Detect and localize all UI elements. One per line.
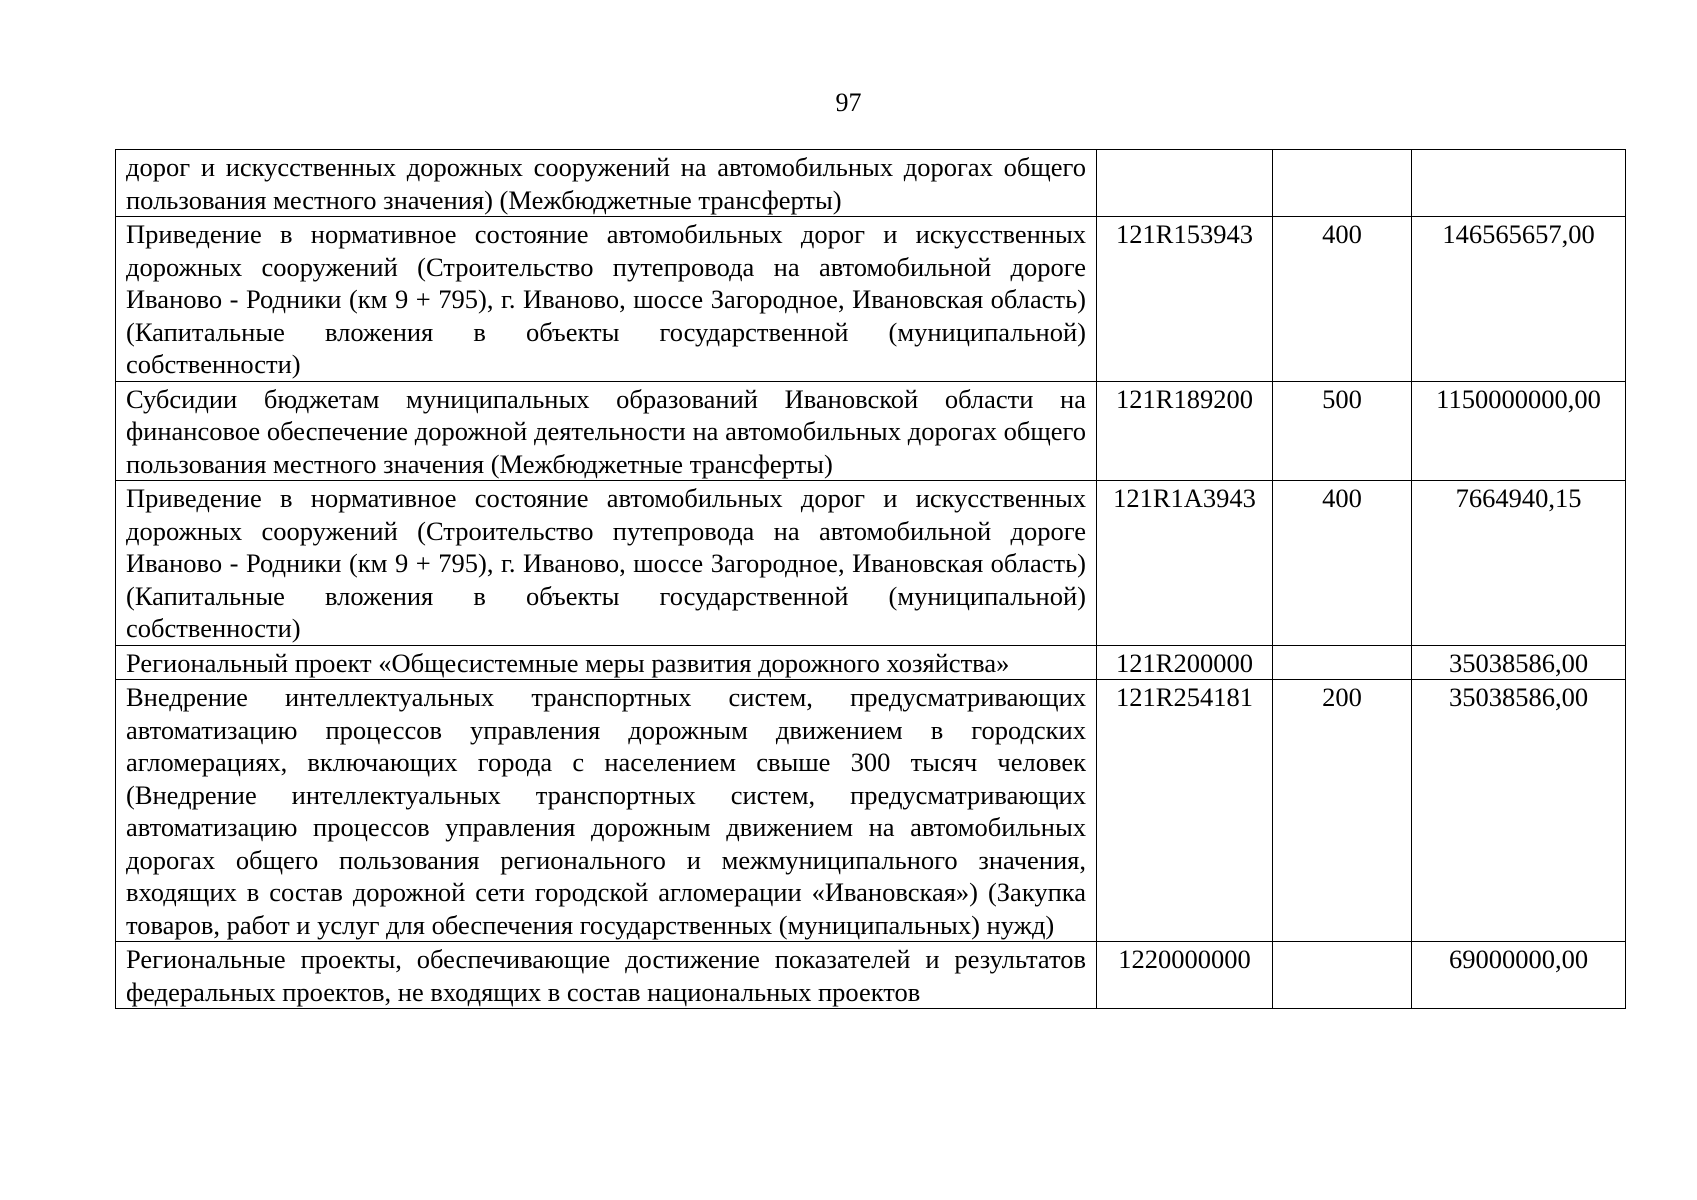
table-row — [116, 680, 1626, 942]
row-expense-type-cell: 400 — [1273, 481, 1412, 646]
row-sum-cell: 35038586,00 — [1412, 680, 1626, 942]
row-name-cell: Приведение в нормативное состояние автомобильных дорог и искусственных дорожных сооружений (Строительство путепровода на автомобильной дороге Иваново - Родники (км 9 + 795), г. Иваново, шоссе Загородное, Ивановская область) (Капитальные вложения в объекты государственной (муниципальной) собственности) — [116, 481, 1097, 646]
row-expense-type-cell — [1273, 942, 1412, 1009]
table-row — [116, 217, 1626, 382]
table-row — [116, 150, 1626, 217]
row-code-cell — [1097, 150, 1273, 217]
row-name-cell: дорог и искусственных дорожных сооружений на автомобильных дорогах общего пользования местного значения) (Межбюджетные трансферты) — [116, 150, 1097, 217]
row-name-cell: Субсидии бюджетам муниципальных образований Ивановской области на финансовое обеспечение дорожной деятельности на автомобильных дорогах общего пользования местного значения (Межбюджетные трансферты) — [116, 381, 1097, 481]
page-number: 97 — [835, 88, 862, 117]
row-sum-cell: 146565657,00 — [1412, 217, 1626, 382]
budget-table — [115, 149, 1626, 1009]
row-expense-type-cell — [1273, 645, 1412, 680]
row-code-cell: 121R153943 — [1097, 217, 1273, 382]
row-sum-cell: 1150000000,00 — [1412, 381, 1626, 481]
row-code-cell: 121R254181 — [1097, 680, 1273, 942]
row-sum-cell: 69000000,00 — [1412, 942, 1626, 1009]
table-row — [116, 942, 1626, 1009]
row-sum-cell — [1412, 150, 1626, 217]
row-expense-type-cell — [1273, 150, 1412, 217]
row-expense-type-cell: 200 — [1273, 680, 1412, 942]
row-expense-type-cell: 500 — [1273, 381, 1412, 481]
row-expense-type-cell: 400 — [1273, 217, 1412, 382]
row-code-cell: 121R1A3943 — [1097, 481, 1273, 646]
table-row — [116, 645, 1626, 680]
row-code-cell: 121R189200 — [1097, 381, 1273, 481]
row-code-cell: 1220000000 — [1097, 942, 1273, 1009]
row-name-cell: Региональный проект «Общесистемные меры развития дорожного хозяйства» — [116, 645, 1097, 680]
table-row — [116, 381, 1626, 481]
row-code-cell: 121R200000 — [1097, 645, 1273, 680]
row-sum-cell: 35038586,00 — [1412, 645, 1626, 680]
row-sum-cell: 7664940,15 — [1412, 481, 1626, 646]
row-name-cell: Приведение в нормативное состояние автомобильных дорог и искусственных дорожных сооружений (Строительство путепровода на автомобильной дороге Иваново - Родники (км 9 + 795), г. Иваново, шоссе Загородное, Ивановская область) (Капитальные вложения в объекты государственной (муниципальной) собственности) — [116, 217, 1097, 382]
table-row — [116, 481, 1626, 646]
row-name-cell: Внедрение интеллектуальных транспортных систем, предусматривающих автоматизацию процессов управления дорожным движением в городских агломерациях, включающих города с населением свыше 300 тысяч человек (Внедрение интеллектуальных транспортных систем, предусматривающих автоматизацию процессов управления дорожным движением на автомобильных дорогах общего пользования регионального и межмуниципального значения, входящих в состав дорожной сети городской агломерации «Ивановская») (Закупка товаров, работ и услуг для обеспечения государственных (муниципальных) нужд) — [116, 680, 1097, 942]
row-name-cell: Региональные проекты, обеспечивающие достижение показателей и результатов федеральных проектов, не входящих в состав национальных проектов — [116, 942, 1097, 1009]
